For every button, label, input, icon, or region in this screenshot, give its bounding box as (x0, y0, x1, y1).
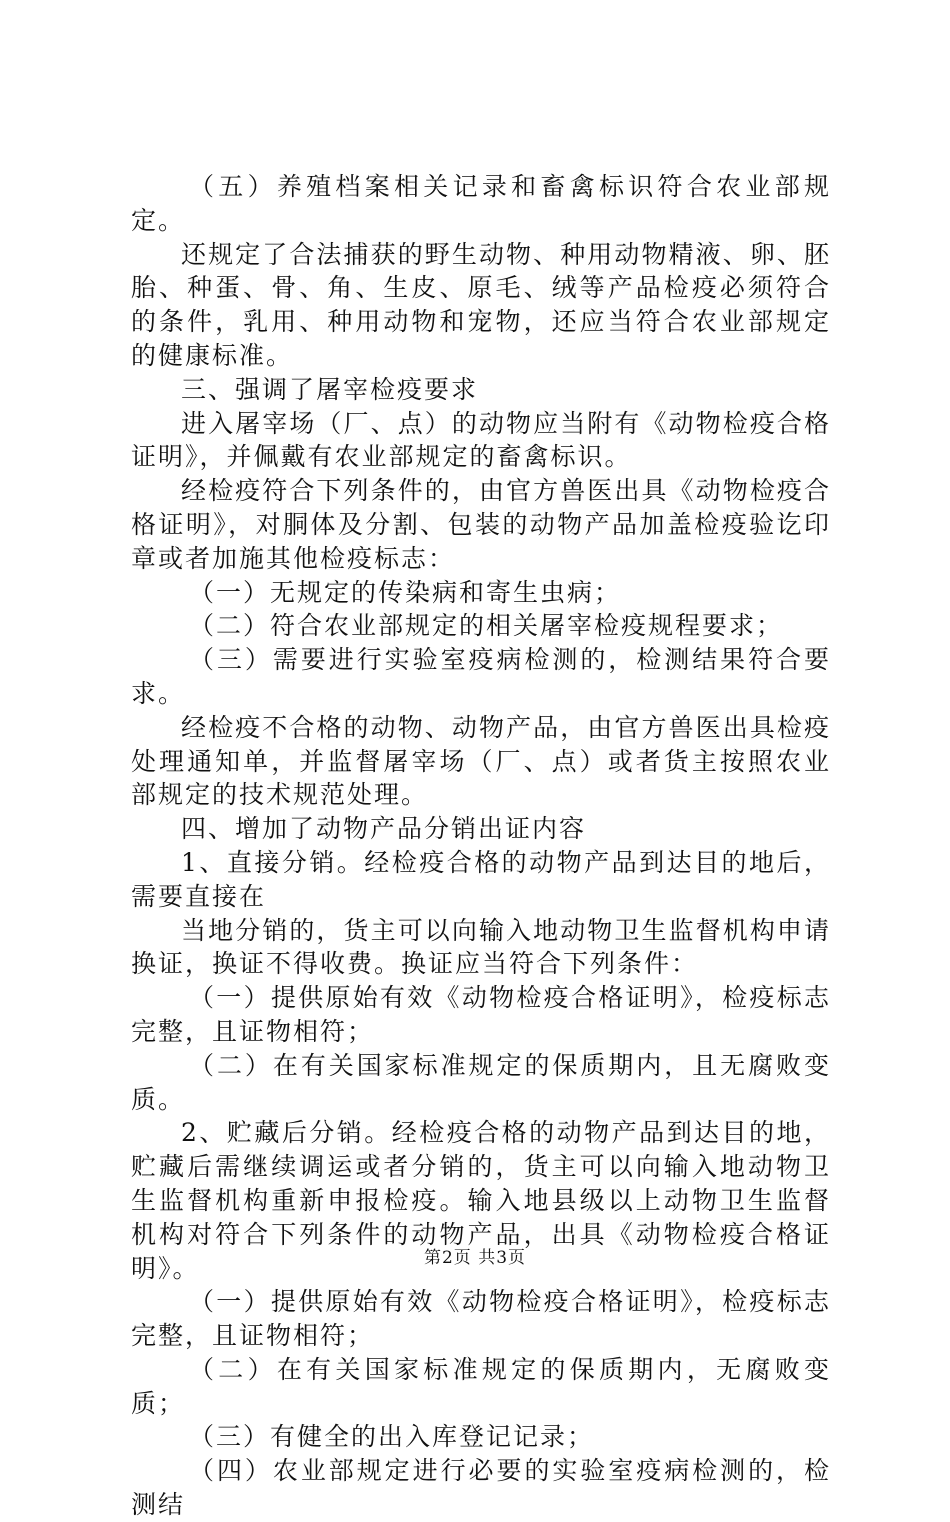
paragraph-local-distribution: 当地分销的，货主可以向输入地动物卫生监督机构申请换证，换证不得收费。换证应当符合下列条件： (131, 915, 831, 979)
list-item: （二）在有关国家标准规定的保质期内，无腐败变质； (131, 1354, 831, 1418)
paragraph-other-products: 还规定了合法捕获的野生动物、种用动物精液、卵、胚胎、种蛋、骨、角、生皮、原毛、绒等产品检疫必须符合的条件，乳用、种用动物和宠物，还应当符合农业部规定的健康标准。 (131, 239, 831, 370)
page-number-footer: 第2页 共3页 (423, 1248, 527, 1268)
paragraph-slaughter-entry: 进入屠宰场（厂、点）的动物应当附有《动物检疫合格证明》，并佩戴有农业部规定的畜禽标识。 (131, 408, 831, 472)
list-item: （四）农业部规定进行必要的实验室疫病检测的，检测结 (131, 1456, 831, 1520)
list-item: （二）符合农业部规定的相关屠宰检疫规程要求； (189, 611, 784, 641)
section-heading-distribution: 四、增加了动物产品分销出证内容 (181, 814, 587, 844)
paragraph-item-5: （五）养殖档案相关记录和畜禽标识符合农业部规定。 (131, 172, 831, 235)
list-item: （二）在有关国家标准规定的保质期内，且无腐败变质。 (131, 1050, 831, 1114)
list-item: （三）有健全的出入库登记记录； (189, 1422, 595, 1452)
list-item: （一）提供原始有效《动物检疫合格证明》，检疫标志完整，且证物相符； (131, 1287, 831, 1351)
list-item: （三）需要进行实验室疫病检测的，检测结果符合要求。 (131, 645, 831, 708)
paragraph-direct-distribution: 1、直接分销。经检疫合格的动物产品到达目的地后，需要直接在 (131, 847, 831, 911)
paragraph-storage-distribution: 2、贮藏后分销。经检疫合格的动物产品到达目的地，贮藏后需继续调运或者分销的，货主可以向输入地动物卫生监督机构重新申报检疫。输入地县级以上动物卫生监督机构对符合下列条件的动物产品，出具《动物检疫合格证明》。 (131, 1118, 831, 1283)
paragraph-slaughter-pass: 经检疫符合下列条件的，由官方兽医出具《动物检疫合格证明》，对胴体及分割、包装的动物产品加盖检疫验讫印章或者加施其他检疫标志： (131, 476, 831, 573)
paragraph-slaughter-fail: 经检疫不合格的动物、动物产品，由官方兽医出具检疫处理通知单，并监督屠宰场（厂、点）或者货主按照农业部规定的技术规范处理。 (131, 712, 831, 810)
document-body (131, 170, 831, 1522)
list-item: （一）提供原始有效《动物检疫合格证明》，检疫标志完整，且证物相符； (131, 983, 831, 1046)
section-heading-slaughter: 三、强调了屠宰检疫要求 (181, 374, 479, 404)
list-item: （一）无规定的传染病和寄生虫病； (189, 577, 622, 607)
